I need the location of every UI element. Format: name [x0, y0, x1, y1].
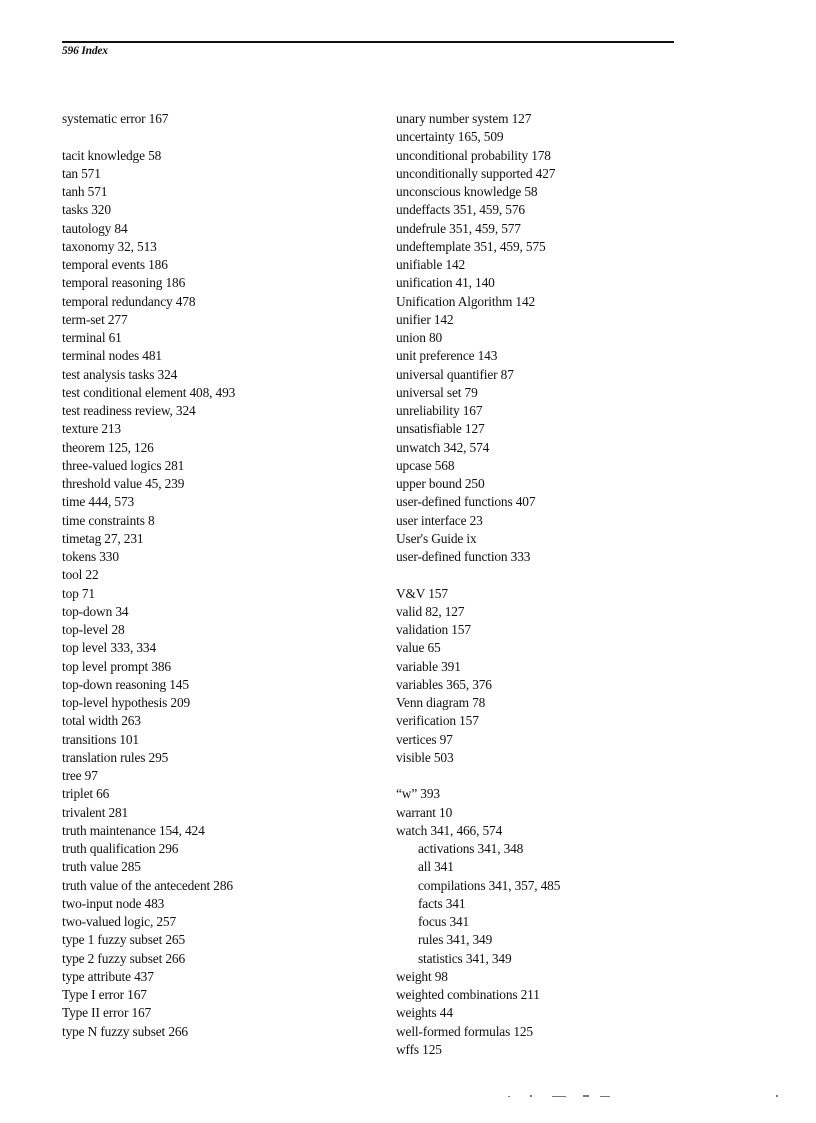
index-entry: verification 157 — [396, 713, 479, 729]
index-entry: type 1 fuzzy subset 265 — [62, 932, 185, 948]
index-entry: three-valued logics 281 — [62, 457, 185, 473]
index-entry: tool 22 — [62, 567, 99, 583]
index-entry: test conditional element 408, 493 — [62, 384, 236, 400]
index-entry: Type I error 167 — [62, 987, 147, 1002]
scan-speck — [530, 1095, 532, 1097]
index-entry: unconscious knowledge 58 — [396, 184, 538, 199]
index-subentry: statistics 341, 349 — [418, 950, 512, 966]
index-entry: terminal 61 — [62, 330, 122, 345]
index-entry: tree 97 — [62, 768, 98, 783]
index-entry: time 444, 573 — [62, 494, 135, 510]
index-entry: type 2 fuzzy subset 266 — [62, 950, 185, 966]
index-entry: user interface 23 — [396, 512, 483, 528]
index-entry: Venn diagram 78 — [396, 695, 486, 710]
index-entry: universal set 79 — [396, 384, 478, 400]
index-entry: validation 157 — [396, 622, 471, 637]
index-entry: Unification Algorithm 142 — [396, 293, 536, 309]
index-entry: unary number system 127 — [396, 111, 532, 126]
index-entry: wffs 125 — [396, 1041, 442, 1057]
index-entry: top-down 34 — [62, 603, 129, 619]
index-entry: union 80 — [396, 330, 443, 345]
index-entry: truth value 285 — [62, 859, 141, 875]
index-entry: truth value of the antecedent 286 — [62, 877, 233, 893]
page-number: 596 — [62, 45, 79, 57]
index-entry: top-down reasoning 145 — [62, 676, 189, 692]
index-entry: undefrule 351, 459, 577 — [396, 220, 521, 236]
section-gap — [396, 566, 560, 584]
index-entry: V&V 157 — [396, 585, 448, 601]
index-entry: weights 44 — [396, 1005, 453, 1021]
index-entry: unifiable 142 — [396, 257, 466, 272]
header-title: Index — [81, 45, 108, 57]
index-entry: Type II error 167 — [62, 1005, 152, 1021]
index-entry: uncertainty 165, 509 — [396, 129, 504, 145]
index-entry: user-defined functions 407 — [396, 494, 536, 510]
index-entry: systematic error 167 — [62, 111, 169, 126]
index-entry: “w” 393 — [396, 786, 440, 802]
index-column-right — [396, 110, 560, 1059]
index-entry: temporal reasoning 186 — [62, 275, 186, 291]
index-entry: upcase 568 — [396, 457, 455, 473]
scan-speck — [600, 1096, 610, 1097]
scan-speck — [776, 1095, 778, 1097]
index-subentry: focus 341 — [418, 914, 470, 929]
index-entry: undeffacts 351, 459, 576 — [396, 202, 525, 218]
index-entry: universal quantifier 87 — [396, 366, 514, 382]
index-entry: timetag 27, 231 — [62, 530, 144, 546]
index-subentry: rules 341, 349 — [418, 932, 493, 948]
header-rule — [62, 41, 674, 43]
index-entry: threshold value 45, 239 — [62, 476, 185, 491]
index-entry: tokens 330 — [62, 549, 119, 564]
index-entry: two-input node 483 — [62, 895, 165, 911]
index-entry: user-defined function 333 — [396, 549, 531, 564]
index-column-left — [62, 110, 235, 1041]
index-entry: undeftemplate 351, 459, 575 — [396, 238, 546, 254]
index-entry: upper bound 250 — [396, 476, 485, 491]
index-entry: trivalent 281 — [62, 804, 129, 820]
index-entry: value 65 — [396, 640, 441, 656]
index-entry: weighted combinations 211 — [396, 987, 540, 1002]
index-entry: truth maintenance 154, 424 — [62, 822, 205, 838]
index-entry: translation rules 295 — [62, 749, 169, 765]
index-entry: truth qualification 296 — [62, 841, 179, 856]
index-entry: triplet 66 — [62, 786, 110, 802]
index-entry: top-level 28 — [62, 622, 125, 637]
index-entry: unsatisfiable 127 — [396, 421, 485, 437]
index-entry: unifier 142 — [396, 311, 454, 327]
index-entry: top 71 — [62, 585, 95, 601]
index-entry: tasks 320 — [62, 202, 111, 218]
index-entry: unconditionally supported 427 — [396, 165, 556, 181]
index-entry: watch 341, 466, 574 — [396, 822, 503, 838]
scan-speck — [508, 1096, 510, 1097]
index-entry: unification 41, 140 — [396, 275, 495, 291]
index-entry: term-set 277 — [62, 311, 128, 327]
index-subentry: all 341 — [418, 859, 454, 875]
index-entry: top-level hypothesis 209 — [62, 695, 191, 710]
index-entry: well-formed formulas 125 — [396, 1023, 533, 1039]
index-entry: total width 263 — [62, 713, 141, 729]
index-entry: theorem 125, 126 — [62, 439, 154, 455]
index-entry: tautology 84 — [62, 220, 128, 236]
index-entry: unconditional probability 178 — [396, 147, 551, 163]
index-entry: unwatch 342, 574 — [396, 439, 490, 455]
index-entry: User's Guide ix — [396, 530, 477, 546]
running-header — [62, 45, 108, 57]
index-entry: valid 82, 127 — [396, 603, 465, 619]
index-entry: taxonomy 32, 513 — [62, 238, 157, 254]
index-entry: tan 571 — [62, 165, 101, 181]
section-gap — [62, 128, 235, 146]
index-entry: top level prompt 386 — [62, 658, 171, 674]
index-entry: unreliability 167 — [396, 403, 483, 418]
index-subentry: compilations 341, 357, 485 — [418, 877, 561, 893]
index-entry: test analysis tasks 324 — [62, 366, 178, 382]
index-entry: test readiness review, 324 — [62, 403, 196, 418]
index-entry: two-valued logic, 257 — [62, 914, 176, 929]
index-entry: variables 365, 376 — [396, 676, 492, 692]
index-entry: type N fuzzy subset 266 — [62, 1023, 188, 1039]
index-entry: terminal nodes 481 — [62, 348, 162, 364]
index-entry: temporal events 186 — [62, 257, 168, 272]
index-subentry: facts 341 — [418, 895, 466, 911]
scan-speck — [583, 1095, 589, 1097]
index-entry: time constraints 8 — [62, 512, 155, 528]
index-entry: weight 98 — [396, 968, 448, 984]
index-entry: top level 333, 334 — [62, 640, 156, 656]
index-entry: unit preference 143 — [396, 348, 498, 364]
scan-speck — [552, 1096, 566, 1097]
index-subentry: activations 341, 348 — [418, 841, 524, 856]
index-entry: temporal redundancy 478 — [62, 293, 196, 309]
index-entry: texture 213 — [62, 421, 121, 437]
index-entry: tanh 571 — [62, 184, 108, 199]
index-entry: variable 391 — [396, 658, 461, 674]
section-gap — [396, 767, 560, 785]
index-entry: visible 503 — [396, 749, 454, 765]
index-entry: tacit knowledge 58 — [62, 147, 162, 163]
index-entry: warrant 10 — [396, 804, 453, 820]
index-entry: transitions 101 — [62, 731, 139, 747]
index-entry: vertices 97 — [396, 731, 453, 747]
index-entry: type attribute 437 — [62, 968, 154, 984]
